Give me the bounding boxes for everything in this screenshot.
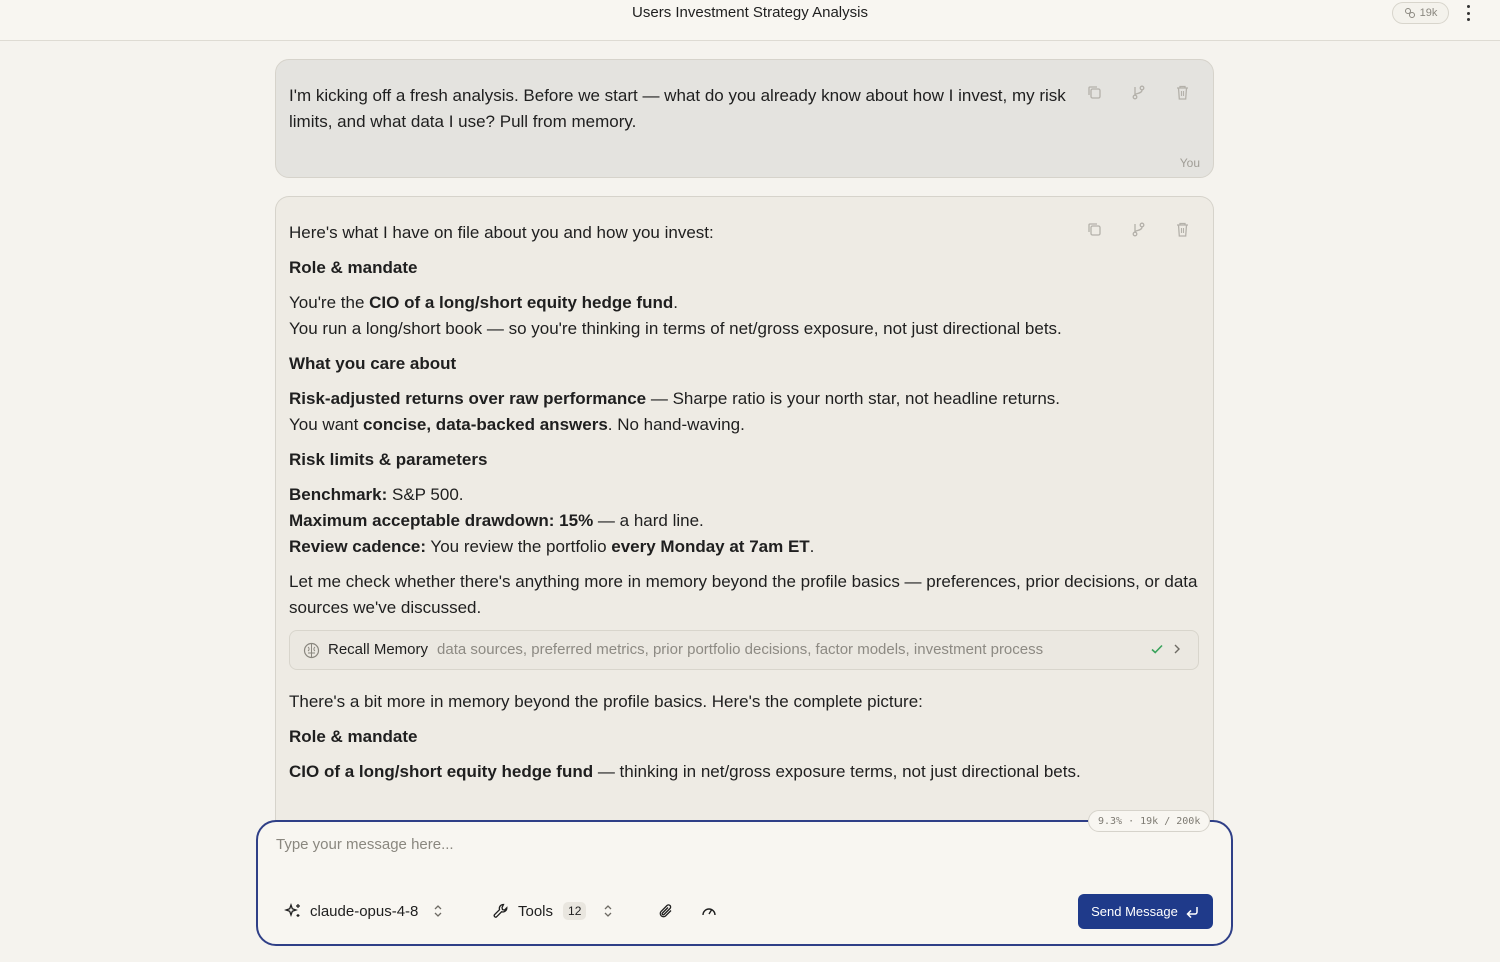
copy-icon[interactable]	[1086, 84, 1103, 101]
paragraph: Risk-adjusted returns over raw performance — Sharpe ratio is your north star, not headline returns. You want concise, data-backed answers. No hand-waving.	[289, 389, 1061, 434]
recall-memory-tool-call[interactable]	[289, 630, 1199, 670]
recall-memory-query: data sources, preferred metrics, prior portfolio decisions, factor models, investment process	[437, 641, 1044, 658]
context-usage-badge: 9.3% · 19k / 200k	[1088, 810, 1210, 832]
tools-selector[interactable]	[492, 902, 614, 920]
more-options-icon[interactable]	[1460, 4, 1476, 22]
paragraph: Benchmark: S&P 500. Maximum acceptable drawdown: 15% — a hard line. Review cadence: You review the portfolio every Monday at 7am ET.	[289, 485, 815, 556]
token-count-badge[interactable]	[1392, 2, 1449, 24]
trash-icon[interactable]	[1174, 84, 1191, 101]
send-message-button[interactable]	[1078, 894, 1213, 929]
user-message	[275, 59, 1214, 178]
recall-memory-label: Recall Memory	[328, 641, 429, 658]
tools-label: Tools	[518, 902, 554, 920]
message-input[interactable]	[276, 836, 1076, 866]
model-name: claude-opus-4-8	[310, 902, 419, 920]
chevron-right-icon[interactable]	[1172, 643, 1182, 655]
branch-icon	[1404, 7, 1416, 19]
assistant-message	[275, 196, 1214, 836]
tools-count-badge: 12	[563, 902, 586, 920]
message-composer	[256, 820, 1233, 946]
user-message-actions	[1086, 84, 1191, 101]
paragraph: Let me check whether there's anything more in memory beyond the profile basics — preferences, prior decisions, or data sources we've discussed.	[289, 572, 1198, 617]
user-message-text: I'm kicking off a fresh analysis. Before we start — what do you already know about how I invest, my risk limits, and what data I use? Pull from memory.	[289, 86, 1066, 131]
paperclip-icon	[657, 902, 675, 920]
wrench-icon	[492, 902, 510, 920]
top-bar	[0, 0, 1500, 41]
brain-icon	[303, 642, 320, 659]
fork-icon[interactable]	[1130, 84, 1147, 101]
check-icon	[1150, 642, 1164, 656]
section-heading: Role & mandate	[289, 258, 418, 277]
send-message-label: Send Message	[1091, 904, 1178, 919]
sparkle-icon	[284, 902, 302, 920]
paragraph: You're the CIO of a long/short equity hedge fund. You run a long/short book — so you're thinking in terms of net/gross exposure, not just directional bets.	[289, 293, 1062, 338]
updown-chevron-icon	[602, 903, 614, 919]
assistant-message-body	[289, 220, 1199, 794]
model-selector[interactable]	[284, 902, 444, 920]
token-count-label: 19k	[1419, 7, 1438, 19]
page-title: Users Investment Strategy Analysis	[632, 4, 868, 21]
paragraph: There's a bit more in memory beyond the profile basics. Here's the complete picture:	[289, 692, 923, 711]
attach-file-button[interactable]	[657, 902, 675, 920]
message-sender-label: You	[1179, 156, 1200, 170]
gauge-icon	[700, 902, 718, 920]
updown-chevron-icon	[432, 903, 444, 919]
speed-setting-button[interactable]	[700, 902, 718, 920]
intro-text: Here's what I have on file about you and how you invest:	[289, 223, 714, 242]
enter-icon	[1185, 905, 1200, 919]
section-heading: Role & mandate	[289, 727, 418, 746]
section-heading: What you care about	[289, 354, 457, 373]
paragraph: CIO of a long/short equity hedge fund — thinking in net/gross exposure terms, not just directional bets.	[289, 762, 1081, 781]
section-heading: Risk limits & parameters	[289, 450, 488, 469]
